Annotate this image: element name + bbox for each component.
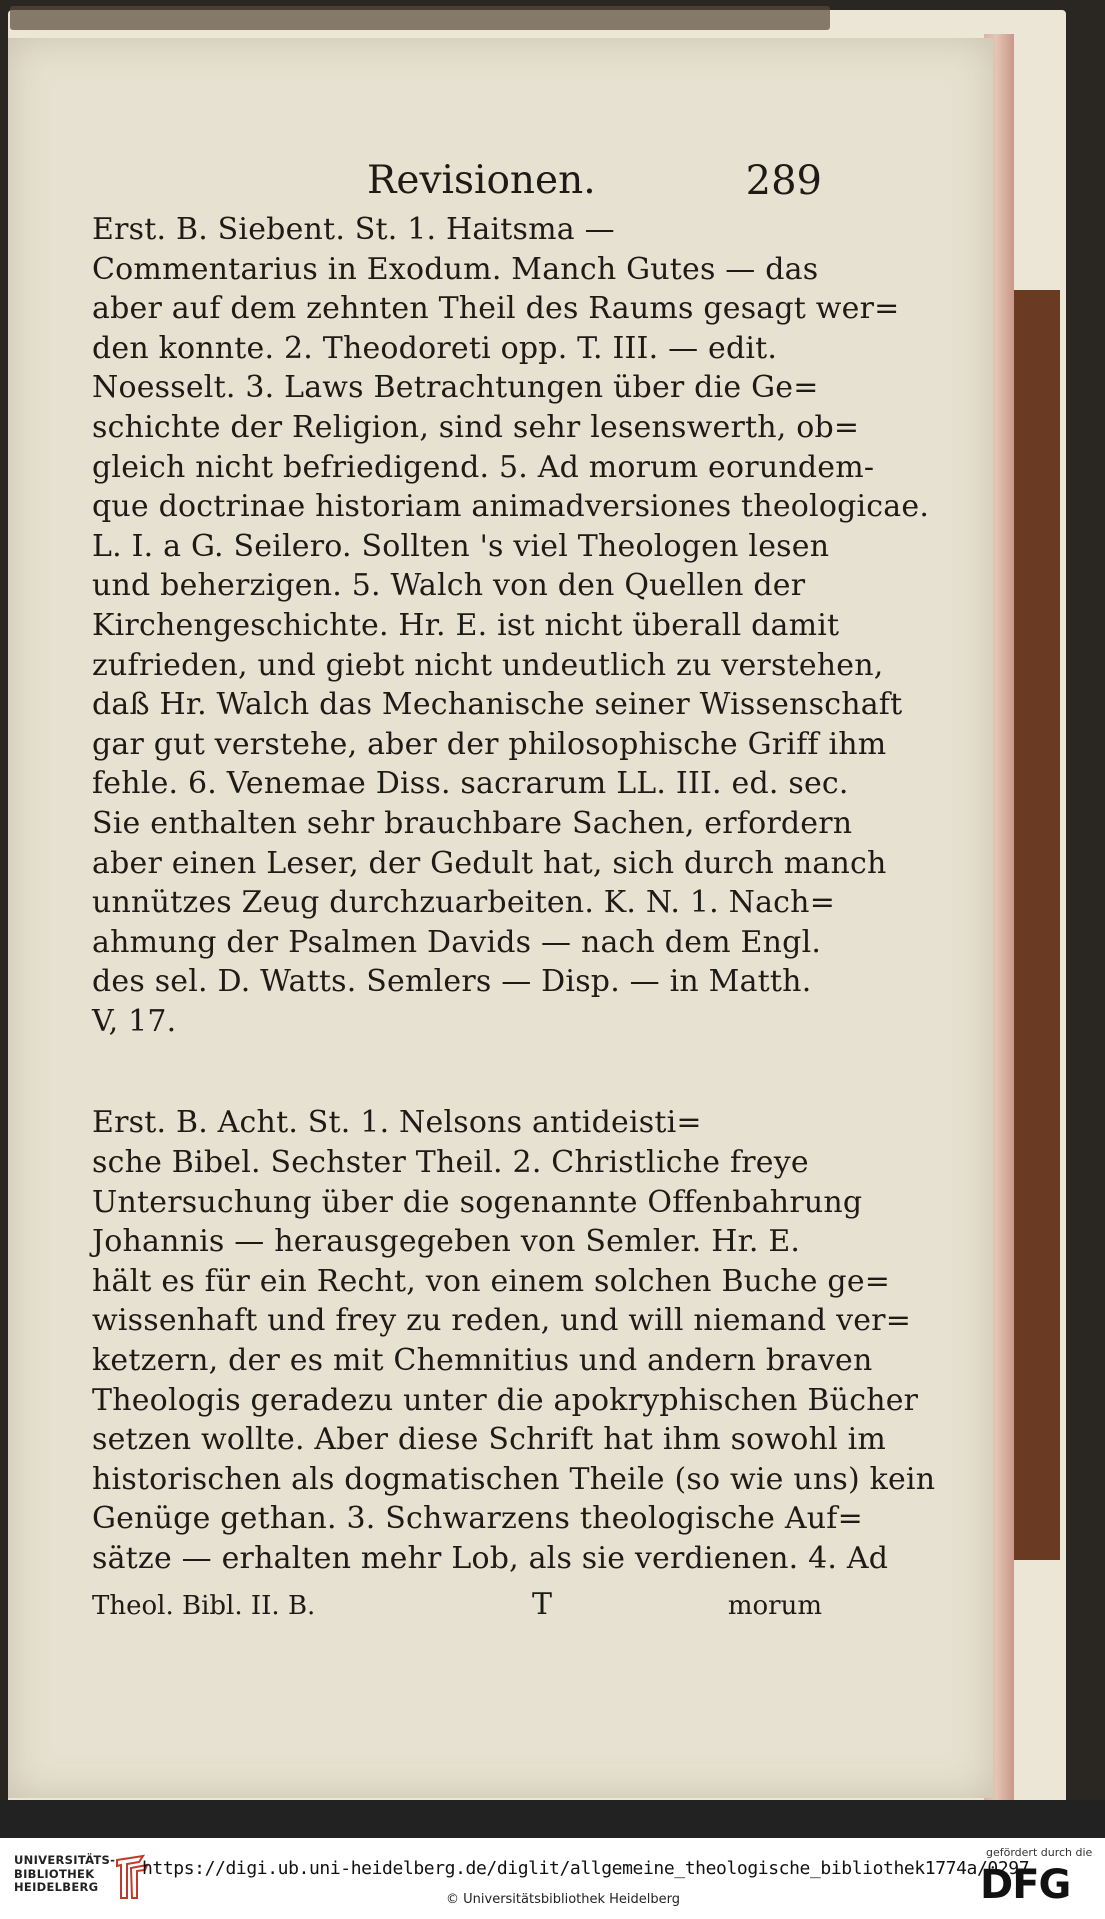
text-line: aber auf dem zehnten Theil des Raums gesagt wer= bbox=[92, 291, 900, 327]
viewer-footer bbox=[0, 1838, 1105, 1919]
text-line: wissenhaft und frey zu reden, und will niemand ver= bbox=[92, 1303, 912, 1339]
text-line: den konnte. 2. Theodoreti opp. T. III. — edit. bbox=[92, 330, 778, 366]
text-line: Erst. B. Acht. St. 1. Nelsons antideisti= bbox=[92, 1105, 702, 1141]
text-line: Untersuchung über die sogenannte Offenbahrung bbox=[92, 1184, 863, 1220]
section-gap bbox=[92, 1041, 822, 1103]
catchword: morum bbox=[727, 1590, 822, 1621]
library-logo-text bbox=[14, 1854, 115, 1895]
page-footer-line bbox=[92, 1583, 822, 1623]
page-header bbox=[92, 150, 822, 210]
logo-line: BIBLIOTHEK bbox=[14, 1866, 95, 1881]
text-line: unnützes Zeug durchzuarbeiten. K. N. 1. Nach= bbox=[92, 885, 836, 921]
text-line: hält es für ein Recht, von einem solchen Buche ge= bbox=[92, 1263, 891, 1299]
cover-edge bbox=[1014, 290, 1060, 1560]
text-line: sätze — erhalten mehr Lob, als sie verdienen. 4. Ad bbox=[92, 1541, 889, 1576]
text-line: que doctrinae historiam animadversiones theologicae. bbox=[92, 489, 930, 525]
text-line: Noesselt. 3. Laws Betrachtungen über die Ge= bbox=[92, 370, 819, 406]
funding-label: gefördert durch die bbox=[986, 1846, 1093, 1859]
logo-line: HEIDELBERG bbox=[14, 1880, 99, 1894]
text-line: zufrieden, und giebt nicht undeutlich zu verstehen, bbox=[92, 647, 884, 683]
text-line: ahmung der Psalmen Davids — nach dem Engl. bbox=[92, 924, 822, 960]
bottom-binding-edge bbox=[0, 1800, 1105, 1838]
running-title: Revisionen. bbox=[367, 158, 596, 203]
page-text bbox=[92, 150, 936, 1623]
logo-line: UNIVERSITÄTS- bbox=[14, 1853, 116, 1867]
text-line: gar gut verstehe, aber der philosophische Griff ihm bbox=[92, 726, 887, 762]
text-line: Kirchengeschichte. Hr. E. ist nicht überall damit bbox=[92, 607, 840, 643]
text-line: schichte der Religion, sind sehr lesenswerth, ob= bbox=[92, 409, 860, 445]
text-line: V, 17. bbox=[92, 1003, 177, 1039]
text-line: setzen wollte. Aber diese Schrift hat ihm sowohl im bbox=[92, 1422, 887, 1458]
text-line: ketzern, der es mit Chemnitius und andern braven bbox=[92, 1343, 873, 1379]
signature-mark: T bbox=[532, 1586, 553, 1622]
signature-title: Theol. Bibl. II. B. bbox=[92, 1590, 316, 1621]
text-line: des sel. D. Watts. Semlers — Disp. — in Matth. bbox=[92, 964, 812, 1000]
page-number: 289 bbox=[745, 158, 822, 204]
text-line: fehle. 6. Venemae Diss. sacrarum LL. III. ed. sec. bbox=[92, 766, 849, 802]
text-line: sche Bibel. Sechster Theil. 2. Christliche freye bbox=[92, 1145, 809, 1181]
dfg-logo: DFG bbox=[980, 1862, 1071, 1908]
section-2 bbox=[92, 1103, 936, 1578]
text-line: Theologis geradezu unter die apokryphischen Bücher bbox=[92, 1382, 919, 1418]
copyright-notice: © Universitätsbibliothek Heidelberg bbox=[446, 1892, 681, 1907]
permalink-url[interactable]: https://digi.ub.uni-heidelberg.de/diglit/allgemeine_theologische_bibliothek1774a/0297 bbox=[142, 1858, 1030, 1879]
text-line: Sie enthalten sehr brauchbare Sachen, erfordern bbox=[92, 805, 853, 841]
text-line: Commentarius in Exodum. Manch Gutes — das bbox=[92, 251, 819, 287]
text-line: Johannis — herausgegeben von Semler. Hr. E. bbox=[92, 1224, 801, 1260]
top-binding-edge bbox=[10, 6, 830, 30]
section-1 bbox=[92, 210, 930, 1041]
text-line: gleich nicht befriedigend. 5. Ad morum eorundem- bbox=[92, 449, 875, 485]
text-line: daß Hr. Walch das Mechanische seiner Wissenschaft bbox=[92, 687, 903, 723]
text-line: aber einen Leser, der Gedult hat, sich durch manch bbox=[92, 845, 887, 881]
text-line: historischen als dogmatischen Theile (so wie uns) kein bbox=[92, 1461, 936, 1497]
text-line: L. I. a G. Seilero. Sollten 's viel Theologen lesen bbox=[92, 528, 830, 564]
text-line: Erst. B. Siebent. St. 1. Haitsma — bbox=[92, 212, 615, 247]
text-line: Genüge gethan. 3. Schwarzens theologische Auf= bbox=[92, 1501, 863, 1537]
text-line: und beherzigen. 5. Walch von den Quellen der bbox=[92, 568, 806, 604]
